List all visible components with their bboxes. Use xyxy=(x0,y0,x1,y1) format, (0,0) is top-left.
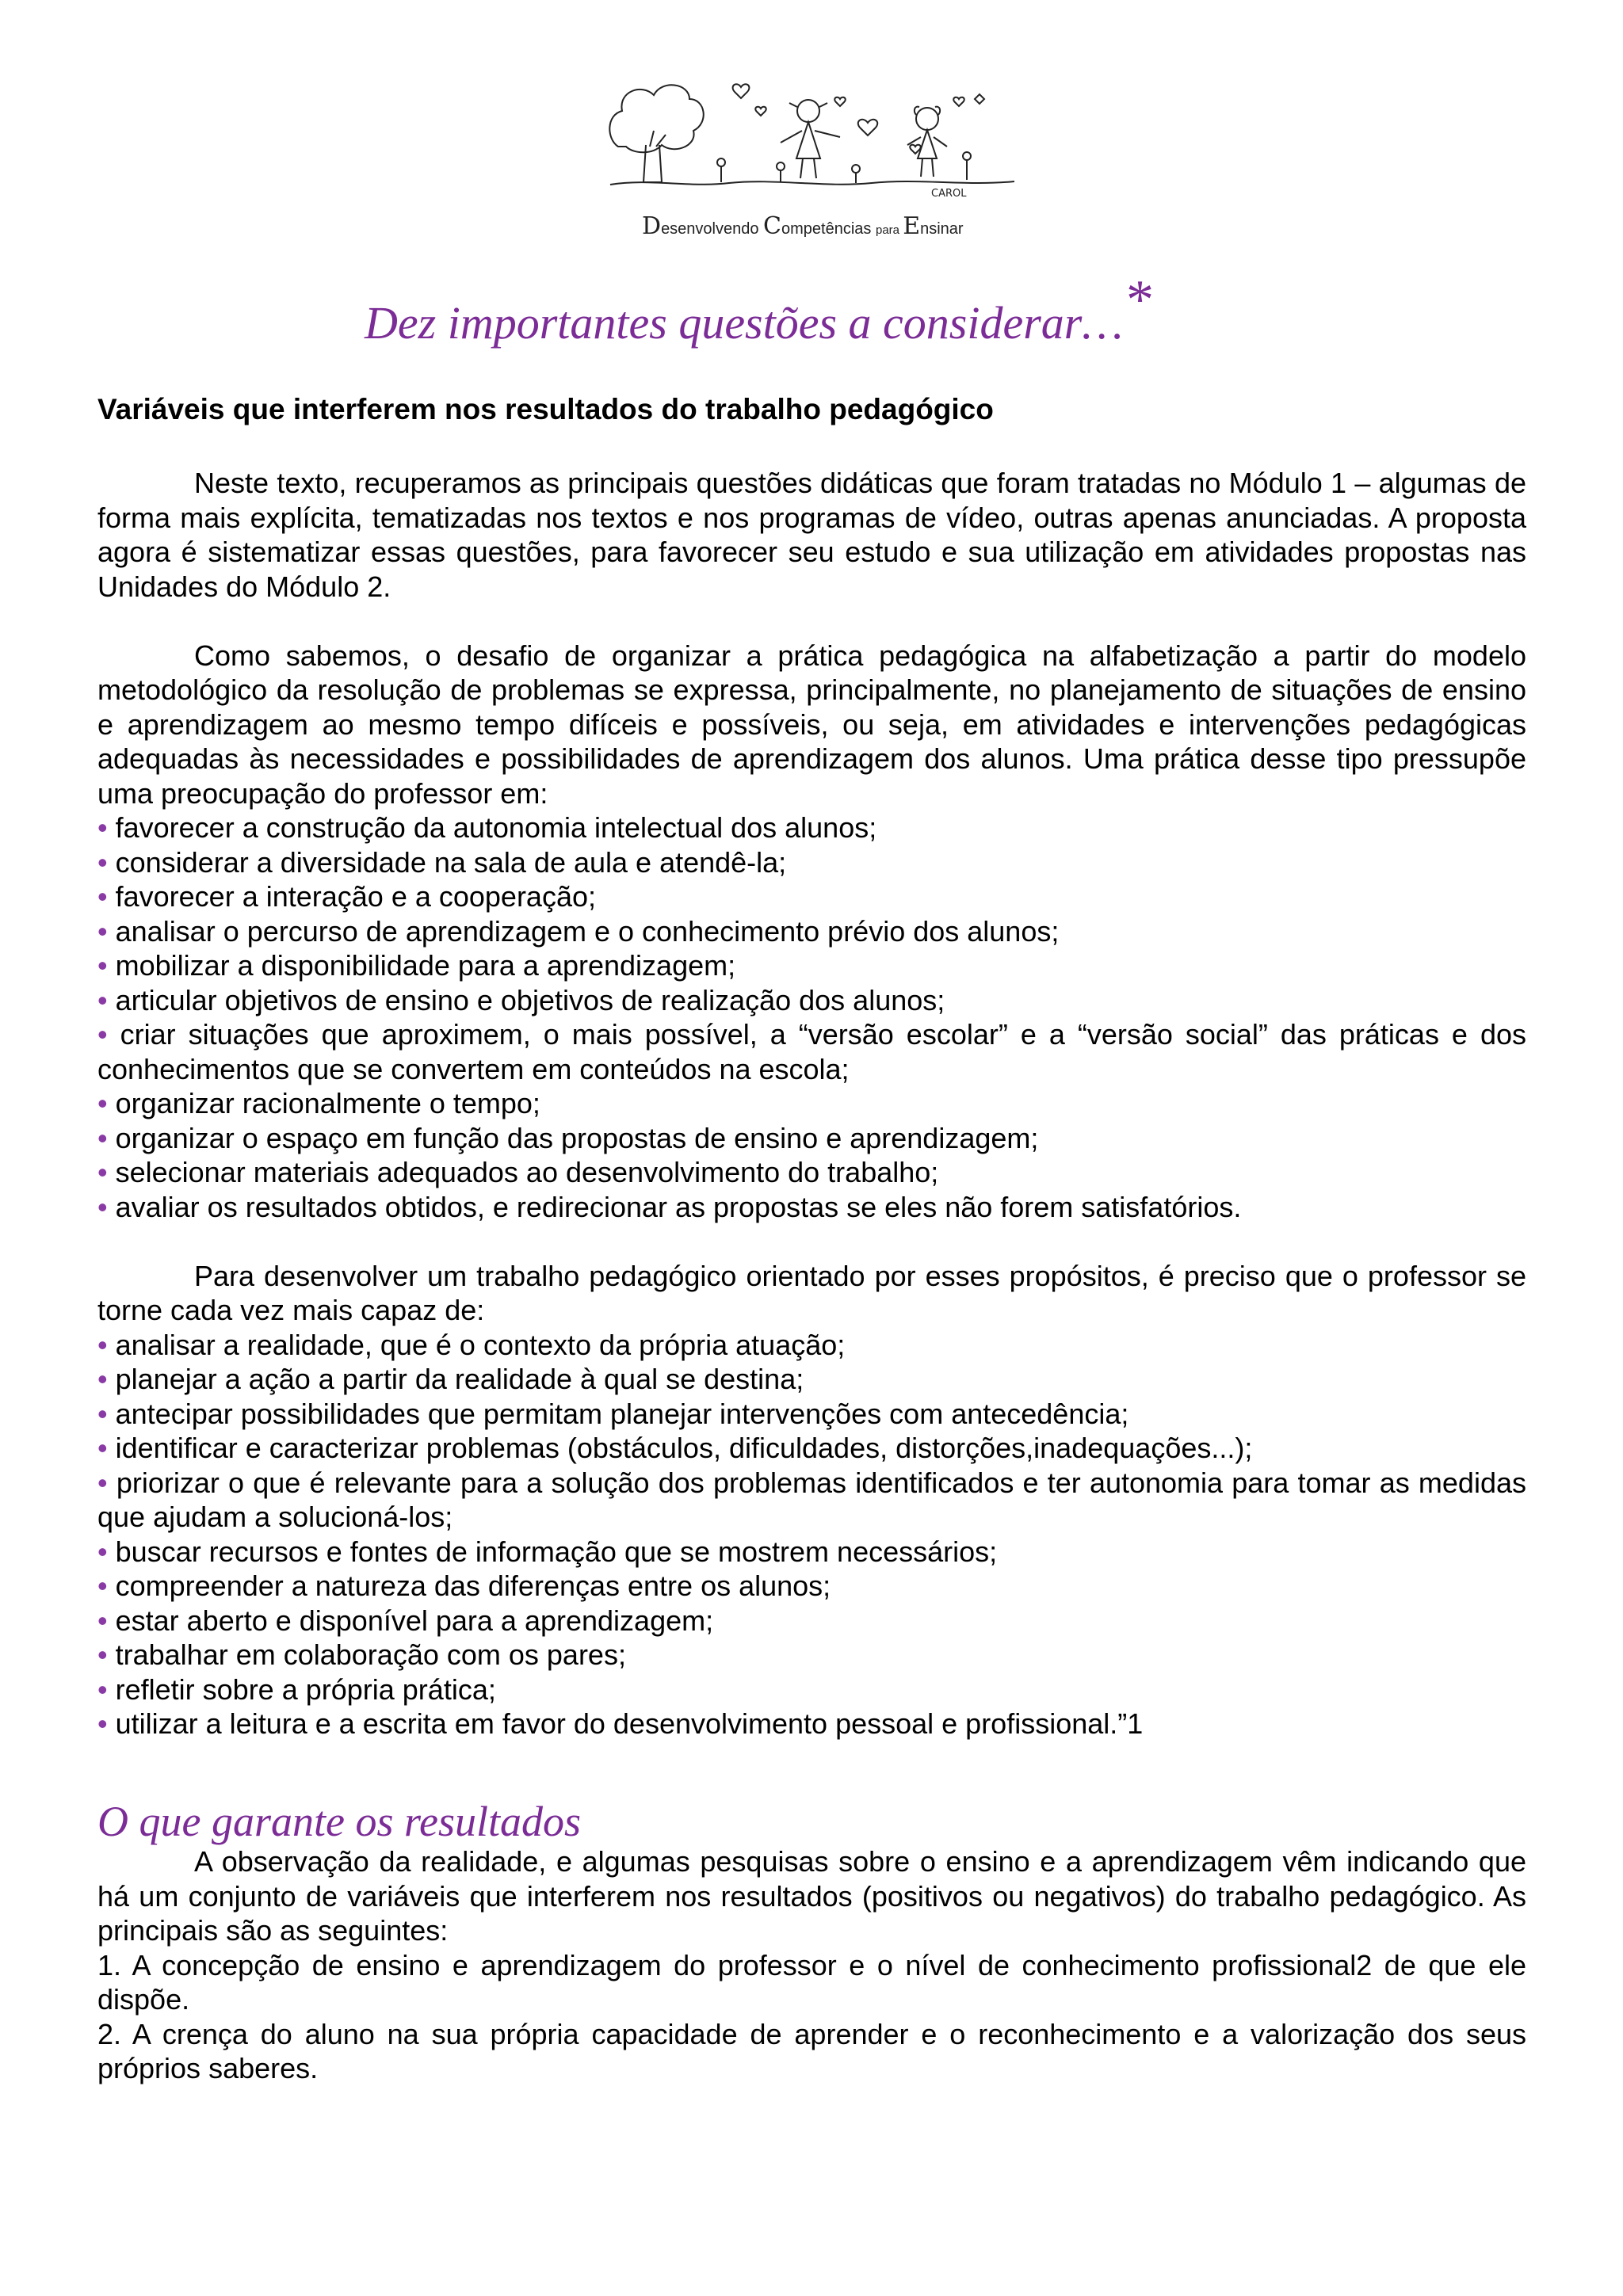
list-item-text: antecipar possibilidades que permitam planejar intervenções com antecedência; xyxy=(115,1397,1129,1430)
bullet-icon: • xyxy=(97,1018,108,1051)
list-item-text: buscar recursos e fontes de informação que se mostrem necessários; xyxy=(115,1535,998,1568)
list-item xyxy=(97,1155,1526,1190)
list-item xyxy=(97,1466,1526,1535)
numbered-item-2: 2. A crença do aluno na sua própria capacidade de aprender e o reconhecimento e a valorização dos seus próprios saberes. xyxy=(97,2017,1526,2084)
page-title: Dez importantes questões a considerar…* xyxy=(365,269,1154,349)
bullet-icon: • xyxy=(97,1569,108,1602)
list-item xyxy=(97,1569,1526,1604)
list-item-text: favorecer a interação e a cooperação; xyxy=(115,880,596,913)
bullet-icon: • xyxy=(97,1432,108,1464)
bullet-icon: • xyxy=(97,1535,108,1568)
list-item-text: avaliar os resultados obtidos, e redirecionar as propostas se eles não forem satisfatórios. xyxy=(115,1190,1242,1223)
body-text-2 xyxy=(97,1844,1526,2086)
bullet-icon: • xyxy=(97,1363,108,1395)
list-item-text: criar situações que aproximem, o mais possível, a “versão escolar” e a “versão social” das práticas e dos conhecimentos que se convertem em conteúdos na escola; xyxy=(97,1018,1526,1085)
body-text xyxy=(97,466,1526,1741)
list-item xyxy=(97,983,1526,1018)
list-item-text: planejar a ação a partir da realidade à qual se destina; xyxy=(115,1363,804,1395)
bullet-icon: • xyxy=(97,1328,108,1361)
bullet-icon: • xyxy=(97,880,108,913)
list-item-text: organizar racionalmente o tempo; xyxy=(115,1087,540,1119)
list-item-text: mobilizar a disponibilidade para a aprendizagem; xyxy=(115,949,736,982)
list-item-text: organizar o espaço em função das propostas de ensino e aprendizagem; xyxy=(115,1121,1039,1154)
list-item xyxy=(97,1535,1526,1569)
numbered-item-1: 1. A concepção de ensino e aprendizagem do professor e o nível de conhecimento profissional2 de que ele dispõe. xyxy=(97,1948,1526,2016)
list-item xyxy=(97,1672,1526,1707)
list-item xyxy=(97,1397,1526,1432)
paragraph-3: Para desenvolver um trabalho pedagógico orientado por esses propósitos, é preciso que o professor se torne cada vez mais capaz de: xyxy=(97,1259,1526,1326)
list-item-text: selecionar materiais adequados ao desenvolvimento do trabalho; xyxy=(115,1156,939,1188)
list-item xyxy=(97,1121,1526,1156)
list-item xyxy=(97,1190,1526,1225)
paragraph-1: Neste texto, recuperamos as principais questões didáticas que foram tratadas no Módulo 1 – algumas de forma mais explícita, tematizadas nos textos e nos programas de vídeo, outras apenas anunciadas. A proposta agora é sistematizar essas questões, para favorecer seu estudo e sua utilização em atividades propostas nas Unidades do Módulo 2. xyxy=(97,467,1526,603)
list-item xyxy=(97,1017,1526,1086)
bullet-icon: • xyxy=(97,1156,108,1188)
bullet-icon: • xyxy=(97,1466,108,1499)
list-item-text: estar aberto e disponível para a aprendizagem; xyxy=(115,1604,714,1637)
bullet-icon: • xyxy=(97,949,108,982)
list-item-text: trabalhar em colaboração com os pares; xyxy=(115,1638,626,1671)
list-item xyxy=(97,948,1526,983)
bullet-icon: • xyxy=(97,1707,108,1740)
list-item-text: utilizar a leitura e a escrita em favor do desenvolvimento pessoal e profissional.”1 xyxy=(115,1707,1144,1740)
logo-illustration xyxy=(602,67,1022,202)
list-item-text: identificar e caracterizar problemas (obstáculos, dificuldades, distorções,inadequações...); xyxy=(115,1432,1253,1464)
list-item xyxy=(97,845,1526,880)
section-subtitle: Variáveis que interferem nos resultados do trabalho pedagógico xyxy=(97,393,994,425)
list-item xyxy=(97,810,1526,845)
list-item-text: favorecer a construção da autonomia intelectual dos alunos; xyxy=(115,811,877,844)
list-item xyxy=(97,1362,1526,1397)
list-item xyxy=(97,1707,1526,1741)
bullet-icon: • xyxy=(97,1638,108,1671)
bullet-icon: • xyxy=(97,1397,108,1430)
list-item-text: analisar o percurso de aprendizagem e o conhecimento prévio dos alunos; xyxy=(115,914,1060,948)
paragraph-2: Como sabemos, o desafio de organizar a prática pedagógica na alfabetização a partir do modelo metodológico da resolução de problemas se expressa, principalmente, no planejamento de situações de ensino e aprendizagem ao mesmo tempo difíceis e possíveis, ou seja, em atividades e intervenções pedagógicas adequadas às necessidades e possibilidades de aprendizagem dos alunos. Uma prática desse tipo pressupõe uma preocupação do professor em: xyxy=(97,639,1526,810)
bullet-icon: • xyxy=(97,1190,108,1223)
bullet-icon: • xyxy=(97,983,108,1016)
logo-signature: CAROL xyxy=(931,188,967,200)
list-item xyxy=(97,1638,1526,1672)
list-item xyxy=(97,1328,1526,1363)
list-item-text: refletir sobre a própria prática; xyxy=(115,1672,496,1706)
list-item xyxy=(97,1604,1526,1638)
list-item-text: considerar a diversidade na sala de aula e atendê-la; xyxy=(115,845,787,879)
bullet-icon: • xyxy=(97,845,108,879)
section-heading: O que garante os resultados xyxy=(97,1798,581,1845)
paragraph-4: A observação da realidade, e algumas pesquisas sobre o ensino e a aprendizagem vêm indicando que há um conjunto de variáveis que interferem nos resultados (positivos ou negativos) do trabalho pedagógico. As principais são as seguintes: xyxy=(97,1845,1526,1947)
bullet-icon: • xyxy=(97,914,108,948)
bullet-icon: • xyxy=(97,1087,108,1119)
bullet-icon: • xyxy=(97,1604,108,1637)
list-item-text: priorizar o que é relevante para a solução dos problemas identificados e ter autonomia para tomar as medidas que ajudam a solucioná-los; xyxy=(97,1466,1526,1533)
list-item-text: articular objetivos de ensino e objetivos de realização dos alunos; xyxy=(115,983,945,1016)
bullet-icon: • xyxy=(97,1121,108,1154)
bullet-icon: • xyxy=(97,811,108,844)
list-item xyxy=(97,1086,1526,1121)
list-item xyxy=(97,1431,1526,1466)
list-item xyxy=(97,914,1526,949)
list-item-text: compreender a natureza das diferenças entre os alunos; xyxy=(115,1569,831,1602)
bullet-icon: • xyxy=(97,1672,108,1706)
logo-tagline: Desenvolvendo Competências para Ensinar xyxy=(642,212,964,240)
list-item-text: analisar a realidade, que é o contexto da própria atuação; xyxy=(115,1328,846,1361)
bullet-list-2 xyxy=(97,1328,1526,1741)
title-asterisk: * xyxy=(1125,269,1154,330)
bullet-list-1 xyxy=(97,810,1526,1224)
list-item xyxy=(97,879,1526,914)
